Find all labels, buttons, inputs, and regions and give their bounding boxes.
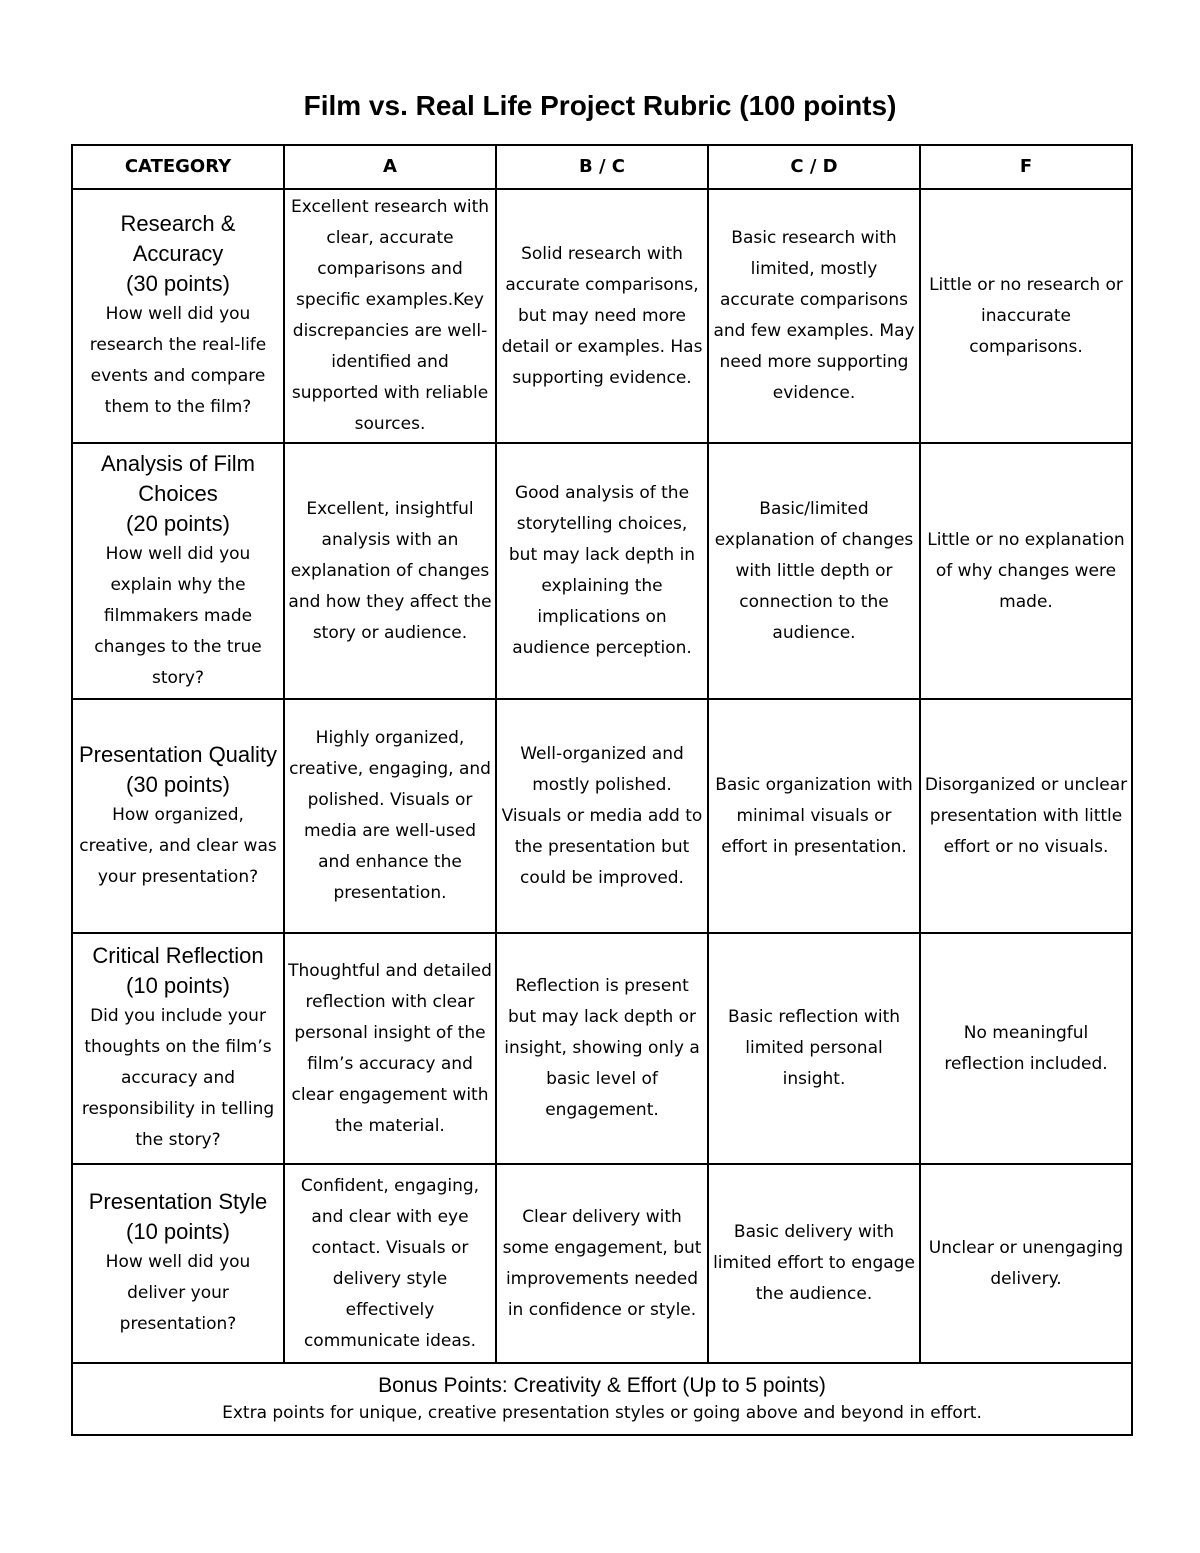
category-name: Presentation Style [88, 1189, 268, 1214]
rubric-row-presentation-style [72, 1164, 1132, 1363]
category-points: (30 points) [126, 271, 230, 296]
category-cell [72, 443, 284, 699]
grade-a-cell: Excellent, insightful analysis with an explanation of changes and how they affect the story or audience. [284, 443, 496, 699]
bonus-row [72, 1363, 1132, 1435]
category-name: Analysis of Film Choices [100, 450, 256, 506]
header-grade-cd: C / D [708, 145, 920, 189]
grade-f-cell: No meaningful reflection included. [920, 933, 1132, 1164]
grade-a-cell: Thoughtful and detailed reflection with clear personal insight of the film’s accuracy and clear engagement with the material. [284, 933, 496, 1164]
category-question: How well did you deliver your presentation? [105, 1252, 251, 1334]
category-points: (10 points) [126, 1219, 230, 1244]
category-name: Critical Reflection [92, 943, 264, 968]
category-question: How organized, creative, and clear was your presentation? [79, 804, 277, 887]
grade-cd-cell: Basic research with limited, mostly accurate comparisons and few examples. May need more supporting evidence. [708, 189, 920, 443]
rubric-row-research [72, 189, 1132, 443]
header-grade-f: F [920, 145, 1132, 189]
grade-bc-cell: Solid research with accurate comparisons, but may need more detail or examples. Has supporting evidence. [496, 189, 708, 443]
bonus-text: Extra points for unique, creative presentation styles or going above and beyond in effort. [222, 1403, 982, 1423]
category-points: (10 points) [126, 973, 230, 998]
grade-a-cell: Highly organized, creative, engaging, and polished. Visuals or media are well-used and enhance the presentation. [284, 699, 496, 933]
grade-f-cell: Unclear or unengaging delivery. [920, 1164, 1132, 1363]
category-cell [72, 1164, 284, 1363]
grade-cd-cell: Basic delivery with limited effort to engage the audience. [708, 1164, 920, 1363]
category-cell [72, 933, 284, 1164]
header-row [72, 145, 1132, 189]
grade-cd-cell: Basic/limited explanation of changes with little depth or connection to the audience. [708, 443, 920, 699]
grade-a-cell: Excellent research with clear, accurate comparisons and specific examples.Key discrepancies are well-identified and supported with reliable sources. [284, 189, 496, 443]
category-cell [72, 189, 284, 443]
grade-bc-cell: Reflection is present but may lack depth or insight, showing only a basic level of engagement. [496, 933, 708, 1164]
page-title: Film vs. Real Life Project Rubric (100 points) [303, 90, 897, 121]
rubric-row-critical-reflection [72, 933, 1132, 1164]
category-question: Did you include your thoughts on the film’s accuracy and responsibility in telling the story? [81, 1006, 275, 1150]
grade-cd-cell: Basic reflection with limited personal insight. [708, 933, 920, 1164]
grade-f-cell: Little or no research or inaccurate comparisons. [920, 189, 1132, 443]
category-name: Research & Accuracy [120, 211, 236, 266]
category-cell [72, 699, 284, 933]
grade-a-cell: Confident, engaging, and clear with eye contact. Visuals or delivery style effectively communicate ideas. [284, 1164, 496, 1363]
grade-bc-cell: Good analysis of the storytelling choices, but may lack depth in explaining the implications on audience perception. [496, 443, 708, 699]
grade-bc-cell: Well-organized and mostly polished. Visuals or media add to the presentation but could be improved. [496, 699, 708, 933]
category-name: Presentation Quality [78, 741, 278, 767]
grade-f-cell: Disorganized or unclear presentation with little effort or no visuals. [920, 699, 1132, 933]
bonus-title: Bonus Points: Creativity & Effort (Up to 5 points) [378, 1374, 826, 1397]
category-points: (30 points) [126, 771, 230, 797]
bonus-cell [72, 1363, 1132, 1435]
category-points: (20 points) [126, 510, 230, 536]
category-question: How well did you research the real-life events and compare them to the film? [89, 304, 267, 417]
header-grade-a: A [284, 145, 496, 189]
header-grade-bc: B / C [496, 145, 708, 189]
rubric-row-presentation-quality [72, 699, 1132, 933]
grade-bc-cell: Clear delivery with some engagement, but improvements needed in confidence or style. [496, 1164, 708, 1363]
category-question: How well did you explain why the filmmakers made changes to the true story? [94, 543, 262, 688]
rubric-table [71, 144, 1133, 1436]
grade-cd-cell: Basic organization with minimal visuals or effort in presentation. [708, 699, 920, 933]
header-category: CATEGORY [72, 145, 284, 189]
grade-f-cell: Little or no explanation of why changes were made. [920, 443, 1132, 699]
rubric-row-analysis [72, 443, 1132, 699]
